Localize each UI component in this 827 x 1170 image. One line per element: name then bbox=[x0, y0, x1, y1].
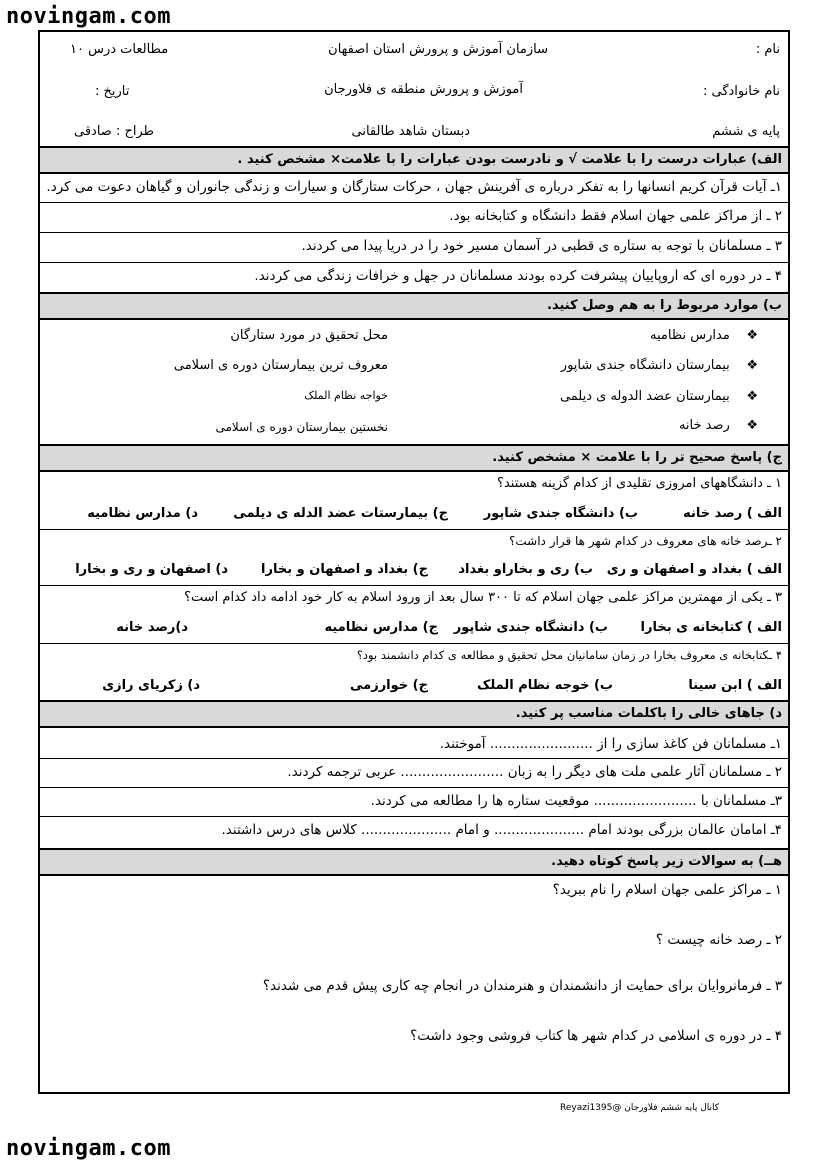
mcq-option: ج) مدارس نظامیه bbox=[324, 620, 438, 635]
family-label: نام خانوادگی : bbox=[702, 84, 780, 99]
diamond-bullet-icon: ❖ bbox=[746, 418, 758, 433]
match-right-item: ❖ بیمارستان عضد الدوله ی دیلمی bbox=[559, 389, 758, 404]
match-left-item: خواجه نظام الملک bbox=[304, 389, 388, 402]
mcq-option: الف ) کتابخانه ی بخارا bbox=[640, 620, 782, 635]
mcq-option: ب) ری و بخاراو بغداد bbox=[458, 562, 593, 577]
designer-label: طراح : صادقی bbox=[74, 124, 155, 139]
site-watermark-bottom: novingam.com bbox=[6, 1136, 171, 1161]
short-answer-question: ۴ ـ در دوره ی اسلامی در کدام شهر ها کتاب فروشی وجود داشت؟ bbox=[410, 1028, 782, 1044]
section-c-header: ج) پاسخ صحیح تر را با علامت × مشخص کنید. bbox=[40, 444, 788, 472]
grade-label: پایه ی ششم bbox=[712, 124, 780, 139]
match-right-item: ❖ مدارس نظامیه bbox=[650, 328, 758, 343]
short-answer-question: ۱ ـ مراکز علمی جهان اسلام را نام ببرید؟ bbox=[552, 882, 782, 898]
fill-blank-item: ۳ـ مسلمانان با ........................ موقعیت ستاره ها را مطالعه می کردند. bbox=[370, 793, 782, 809]
exam-sheet bbox=[38, 30, 790, 1094]
short-answer-question: ۳ ـ فرمانروایان برای حمایت از دانشمندان و هنرمندان در انجام چه کاری پیش قدم می شدند؟ bbox=[262, 978, 782, 994]
mcq-option: ب) دانشگاه جندی شاپور bbox=[483, 506, 638, 521]
section-d-header: د) جاهای خالی را باکلمات مناسب پر کنید. bbox=[40, 700, 788, 728]
section-a-item: ۲ ـ از مراکز علمی جهان اسلام فقط دانشگاه و کتابخانه بود. bbox=[449, 208, 782, 224]
subject-label: مطالعات درس ۱۰ bbox=[70, 42, 169, 57]
mcq-option: د) زکریای رازی bbox=[102, 678, 200, 693]
section-e-header: هــ) به سوالات زیر پاسخ کوتاه دهید. bbox=[40, 848, 788, 876]
short-answer-question: ۲ ـ رصد خانه چیست ؟ bbox=[655, 932, 782, 948]
diamond-bullet-icon: ❖ bbox=[746, 358, 758, 373]
footer-credit: کانال پایه ششم فلاورجان @Reyazi1395 bbox=[560, 1103, 720, 1113]
school-name: دبستان شاهد طالقانی bbox=[351, 124, 470, 139]
org-title: سازمان آموزش و پرورش استان اصفهان bbox=[328, 42, 548, 57]
mcq-option: ج) خوارزمی bbox=[350, 678, 428, 693]
mcq-option: الف ) رصد خانه bbox=[683, 506, 782, 521]
diamond-bullet-icon: ❖ bbox=[746, 389, 758, 404]
diamond-bullet-icon: ❖ bbox=[746, 328, 758, 343]
section-a-item: ۱ـ آیات قرآن کریم انسانها را به تفکر درباره ی آفرینش جهان ، حرکات ستارگان و سیارات و زندگی جانوران و گیاهان دعوت می کرد. bbox=[46, 179, 782, 195]
match-left-item: محل تحقیق در مورد ستارگان bbox=[230, 328, 388, 343]
site-watermark-top: novingam.com bbox=[6, 4, 171, 29]
mcq-option: الف ) بغداد و اصفهان و ری bbox=[606, 562, 782, 577]
section-a-item: ۳ ـ مسلمانان با توجه به ستاره ی قطبی در آسمان مسیر خود را در دریا پیدا می کردند. bbox=[301, 238, 782, 254]
fill-blank-item: ۴ـ امامان عالمان بزرگی بودند امام ..................... و امام ..................... کلاس های درس داشتند. bbox=[221, 822, 782, 838]
mcq-option: د)رصد خانه bbox=[116, 620, 188, 635]
mcq-question: ۲ ـرصد خانه های معروف در کدام شهر ها قرار داشت؟ bbox=[509, 534, 782, 548]
section-a-header: الف) عبارات درست را با علامت √ و نادرست بودن عبارات را با علامت× مشخص کنید . bbox=[40, 146, 788, 174]
match-right-item: ❖ بیمارستان دانشگاه جندی شاپور bbox=[560, 358, 758, 373]
mcq-option: الف ) ابن سینا bbox=[688, 678, 782, 693]
section-b-header: ب) موارد مربوط را به هم وصل کنید. bbox=[40, 292, 788, 320]
section-a-item: ۴ ـ در دوره ای که اروپاییان پیشرفت کرده بودند مسلمانان در جهل و خرافات زندگی می کردند. bbox=[254, 268, 782, 284]
mcq-question: ۴ ـکتابخانه ی معروف بخارا در زمان سامانیان محل تحقیق و مطالعه ی کدام دانشمند بود؟ bbox=[356, 648, 782, 662]
mcq-option: د) اصفهان و ری و بخارا bbox=[75, 562, 228, 577]
match-left-item: نخستین بیمارستان دوره ی اسلامی bbox=[215, 420, 388, 434]
match-left-item: معروف ترین بیمارستان دوره ی اسلامی bbox=[173, 358, 388, 373]
mcq-option: ب) دانشگاه جندی شاپور bbox=[453, 620, 608, 635]
fill-blank-item: ۱ـ مسلمانان فن کاغذ سازی را از ........................ آموختند. bbox=[439, 736, 782, 752]
mcq-option: ب) خوجه نظام الملک bbox=[477, 678, 613, 693]
mcq-question: ۱ ـ دانشگاههای امروزی تقلیدی از کدام گزینه هستند؟ bbox=[497, 476, 782, 491]
fill-blank-item: ۲ ـ مسلمانان آثار علمی ملت های دیگر را به زبان ........................ عربی ترجمه کردند. bbox=[287, 764, 782, 780]
match-right-item: ❖ رصد خانه bbox=[678, 418, 758, 433]
name-label: نام : bbox=[755, 42, 780, 57]
mcq-option: ج) بیمارستات عضد الدله ی دیلمی bbox=[233, 506, 448, 521]
mcq-option: د) مدارس نظامیه bbox=[87, 506, 198, 521]
region-title: آموزش و پرورش منطقه ی فلاورجان bbox=[324, 82, 523, 97]
date-label: تاریخ : bbox=[95, 84, 130, 99]
mcq-option: ج) بغداد و اصفهان و بخارا bbox=[261, 562, 428, 577]
mcq-question: ۳ ـ یکی از مهمترین مراکز علمی جهان اسلام که تا ۳۰۰ سال بعد از ورود اسلام به کار خود ادامه داد کدام است؟ bbox=[184, 590, 782, 605]
